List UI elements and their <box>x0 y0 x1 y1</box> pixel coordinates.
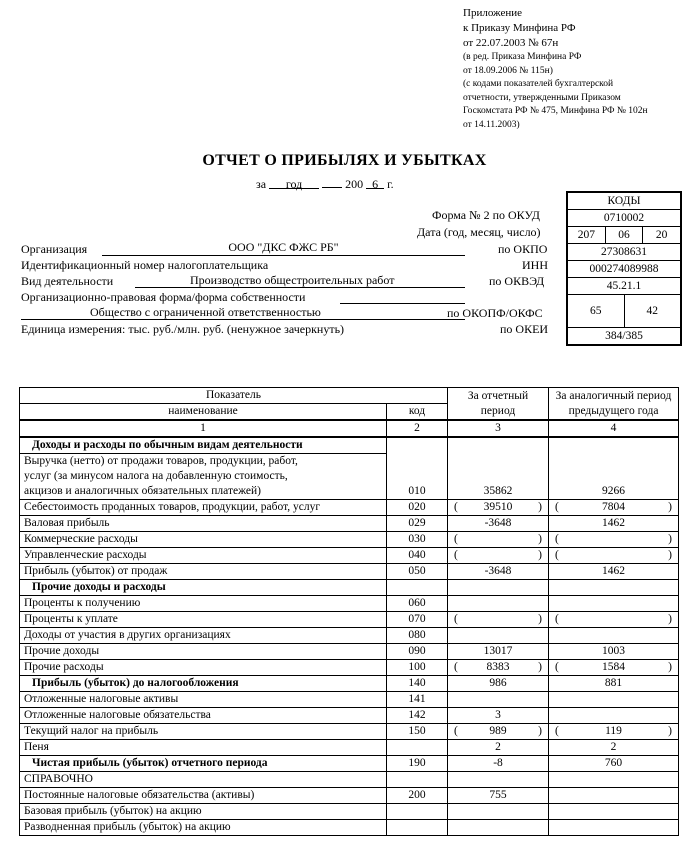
table-row <box>20 804 679 820</box>
row-code <box>387 454 448 470</box>
col-number: 2 <box>387 420 448 437</box>
row-cur <box>448 724 549 740</box>
row-code: 190 <box>387 756 448 772</box>
code-inn: 000274089988 <box>568 261 680 278</box>
row-name: акцизов и аналогичных обязательных платежей) <box>20 484 387 500</box>
table-row <box>20 500 679 516</box>
row-name: Коммерческие расходы <box>20 532 387 548</box>
period-year-digit-field <box>366 177 384 189</box>
row-prev <box>549 500 679 516</box>
report-period <box>256 176 394 192</box>
row-prev <box>549 660 679 676</box>
row-prev <box>549 596 679 612</box>
paren-close: ) <box>668 501 672 513</box>
annex-line: от 18.09.2006 № 115н) <box>463 65 553 76</box>
form-label: Форма № 2 по ОКУД <box>432 208 540 222</box>
annex-line: Госкомстата РФ № 475, Минфина РФ № 102н <box>463 106 648 116</box>
period-god: год <box>285 177 303 191</box>
header-prev: За аналогичный период <box>549 388 679 404</box>
paren-close: ) <box>668 661 672 673</box>
annex-line: от 14.11.2003) <box>463 119 520 130</box>
row-name: Пеня <box>20 740 387 756</box>
row-name: Отложенные налоговые активы <box>20 692 387 708</box>
paren-open: ( <box>454 533 458 545</box>
row-cur: 755 <box>448 788 549 804</box>
paren-close: ) <box>538 549 542 561</box>
period-year-prefix: 200 <box>345 177 364 191</box>
table-row <box>20 628 679 644</box>
inn-label: ИНН <box>522 258 548 272</box>
cell-value: 39510 <box>483 501 513 513</box>
paren-open: ( <box>555 613 559 625</box>
okopf-label: по ОКОПФ/ОКФС <box>447 306 543 320</box>
cell-value: 7804 <box>602 501 625 513</box>
table-row <box>20 484 679 500</box>
cell-value: 989 <box>489 725 507 737</box>
paren-close: ) <box>668 549 672 561</box>
row-name: Постоянные налоговые обязательства (активы) <box>20 788 387 804</box>
table-row <box>20 437 679 454</box>
cell-value: 1584 <box>602 661 625 673</box>
row-name: СПРАВОЧНО <box>20 772 387 788</box>
row-name: Чистая прибыль (убыток) отчетного периода <box>20 756 387 772</box>
row-name: Доходы и расходы по обычным видам деятельности <box>20 437 387 454</box>
header-prev-2: предыдущего года <box>549 404 679 421</box>
row-code <box>387 804 448 820</box>
row-cur: 35862 <box>448 484 549 500</box>
annex-line: отчетности, утвержденными Приказом <box>463 92 621 103</box>
row-code <box>387 580 448 596</box>
row-name: Прочие расходы <box>20 660 387 676</box>
org-label: Организация <box>21 242 88 256</box>
row-code: 142 <box>387 708 448 724</box>
row-prev <box>549 788 679 804</box>
activity-label: Вид деятельности <box>21 274 114 288</box>
period-g: г. <box>387 177 394 191</box>
row-cur <box>448 500 549 516</box>
header-code: код <box>387 404 448 421</box>
row-code: 200 <box>387 788 448 804</box>
row-code: 141 <box>387 692 448 708</box>
okei-label: по ОКЕИ <box>500 322 549 336</box>
table-row <box>20 532 679 548</box>
row-code: 050 <box>387 564 448 580</box>
row-prev <box>549 532 679 548</box>
row-prev <box>549 612 679 628</box>
row-code <box>387 772 448 788</box>
paren-open: ( <box>555 725 559 737</box>
paren-close: ) <box>538 501 542 513</box>
code-okopf: 65 <box>568 295 625 327</box>
row-code <box>387 437 448 454</box>
table-row <box>20 516 679 532</box>
row-cur: 3 <box>448 708 549 724</box>
code-okopf-okfs <box>568 295 680 328</box>
code-date-year: 207 <box>568 227 606 243</box>
row-prev <box>549 548 679 564</box>
table-row <box>20 548 679 564</box>
table-row <box>20 580 679 596</box>
report-table <box>19 387 679 836</box>
row-name: Проценты к получению <box>20 596 387 612</box>
row-prev: 760 <box>549 756 679 772</box>
paren-close: ) <box>538 613 542 625</box>
row-cur <box>448 469 549 484</box>
row-name: услуг (за минусом налога на добавленную стоимость, <box>20 469 387 484</box>
row-prev: 1462 <box>549 564 679 580</box>
row-prev <box>549 454 679 470</box>
row-code <box>387 740 448 756</box>
row-cur <box>448 454 549 470</box>
table-row <box>20 756 679 772</box>
paren-close: ) <box>668 725 672 737</box>
code-okfs: 42 <box>646 305 658 317</box>
row-name: Управленческие расходы <box>20 548 387 564</box>
code-okei: 384/385 <box>605 330 643 342</box>
row-prev <box>549 772 679 788</box>
annex-line: (с кодами показателей бухгалтерской <box>463 79 614 89</box>
row-prev: 9266 <box>549 484 679 500</box>
row-code: 090 <box>387 644 448 660</box>
code-okpo: 27308631 <box>568 244 680 261</box>
row-cur <box>448 692 549 708</box>
row-code <box>387 820 448 836</box>
table-row <box>20 469 679 484</box>
row-prev <box>549 469 679 484</box>
annex-block <box>463 6 648 132</box>
row-cur <box>448 548 549 564</box>
col-number: 4 <box>549 420 679 437</box>
row-name: Проценты к уплате <box>20 612 387 628</box>
paren-open: ( <box>555 549 559 561</box>
row-prev <box>549 820 679 836</box>
header-name: наименование <box>20 404 387 421</box>
row-prev: 2 <box>549 740 679 756</box>
paren-open: ( <box>454 661 458 673</box>
annex-line: (в ред. Приказа Минфина РФ <box>463 52 582 62</box>
paren-close: ) <box>538 533 542 545</box>
row-cur: -3648 <box>448 564 549 580</box>
period-za: за <box>256 177 267 191</box>
row-code <box>387 469 448 484</box>
row-cur <box>448 804 549 820</box>
paren-close: ) <box>668 613 672 625</box>
row-name: Базовая прибыль (убыток) на акцию <box>20 804 387 820</box>
table-row <box>20 454 679 470</box>
row-cur <box>448 437 549 454</box>
row-prev <box>549 724 679 740</box>
row-prev: 881 <box>549 676 679 692</box>
table-row <box>20 644 679 660</box>
paren-open: ( <box>454 613 458 625</box>
row-cur <box>448 660 549 676</box>
period-year-digit: 6 <box>372 177 379 191</box>
paren-open: ( <box>555 533 559 545</box>
row-prev <box>549 708 679 724</box>
row-code: 140 <box>387 676 448 692</box>
paren-open: ( <box>454 549 458 561</box>
row-cur <box>448 580 549 596</box>
row-cur: 986 <box>448 676 549 692</box>
row-cur: 2 <box>448 740 549 756</box>
row-code: 010 <box>387 484 448 500</box>
legal-form-label: Организационно-правовая форма/форма собственности <box>21 290 306 304</box>
okved-label: по ОКВЭД <box>489 274 545 288</box>
table-row <box>20 612 679 628</box>
paren-close: ) <box>538 725 542 737</box>
period-blank <box>322 176 342 188</box>
paren-open: ( <box>454 725 458 737</box>
col-number: 3 <box>448 420 549 437</box>
row-prev: 1003 <box>549 644 679 660</box>
code-okud: 0710002 <box>568 210 680 227</box>
table-row <box>20 708 679 724</box>
header-indicator: Показатель <box>20 388 448 404</box>
row-cur <box>448 612 549 628</box>
row-prev: 1462 <box>549 516 679 532</box>
table-row <box>20 772 679 788</box>
okpo-label: по ОКПО <box>498 242 548 256</box>
row-name: Прибыль (убыток) до налогообложения <box>20 676 387 692</box>
table-row <box>20 788 679 804</box>
annex-line: от 22.07.2003 № 67н <box>463 37 559 49</box>
row-prev <box>549 437 679 454</box>
row-name: Прочие доходы и расходы <box>20 580 387 596</box>
row-cur <box>448 532 549 548</box>
cell-value: 119 <box>605 725 622 737</box>
period-blank <box>269 177 319 189</box>
paren-open: ( <box>555 501 559 513</box>
row-code: 040 <box>387 548 448 564</box>
col-number: 1 <box>20 420 387 437</box>
annex-line: Приложение <box>463 7 523 19</box>
legal-form-value: Общество с ограниченной ответственностью <box>90 305 321 319</box>
paren-close: ) <box>538 661 542 673</box>
paren-open: ( <box>454 501 458 513</box>
row-name: Доходы от участия в других организациях <box>20 628 387 644</box>
row-code: 060 <box>387 596 448 612</box>
unit-label: Единица измерения: тыс. руб./млн. руб. (ненужное зачеркнуть) <box>21 322 345 336</box>
row-code: 080 <box>387 628 448 644</box>
table-row <box>20 676 679 692</box>
table-row <box>20 820 679 836</box>
table-row <box>20 724 679 740</box>
org-value: ООО "ДКС ФЖС РБ" <box>228 240 339 254</box>
taxid-label: Идентификационный номер налогоплательщика <box>21 258 269 272</box>
activity-value: Производство общестроительных работ <box>190 273 395 287</box>
row-cur: -8 <box>448 756 549 772</box>
table-row <box>20 596 679 612</box>
row-code: 070 <box>387 612 448 628</box>
row-code: 029 <box>387 516 448 532</box>
code-okved: 45.21.1 <box>568 278 680 295</box>
codes-box <box>566 191 682 346</box>
table-row <box>20 740 679 756</box>
annex-line: к Приказу Минфина РФ <box>463 22 576 34</box>
paren-open: ( <box>555 661 559 673</box>
row-prev <box>549 580 679 596</box>
row-cur: -3648 <box>448 516 549 532</box>
row-name: Себестоимость проданных товаров, продукции, работ, услуг <box>20 500 387 516</box>
row-code: 100 <box>387 660 448 676</box>
row-name: Разводненная прибыль (убыток) на акцию <box>20 820 387 836</box>
row-cur <box>448 596 549 612</box>
row-name: Выручка (нетто) от продажи товаров, продукции, работ, <box>20 454 387 470</box>
row-cur <box>448 820 549 836</box>
row-name: Отложенные налоговые обязательства <box>20 708 387 724</box>
row-code: 020 <box>387 500 448 516</box>
row-cur: 13017 <box>448 644 549 660</box>
row-cur <box>448 628 549 644</box>
row-name: Прибыль (убыток) от продаж <box>20 564 387 580</box>
page-title: ОТЧЕТ О ПРИБЫЛЯХ И УБЫТКАХ <box>202 152 487 169</box>
paren-close: ) <box>668 533 672 545</box>
code-date-month: 06 <box>606 227 644 243</box>
table-row <box>20 692 679 708</box>
table-row <box>20 564 679 580</box>
row-name: Валовая прибыль <box>20 516 387 532</box>
codes-header: КОДЫ <box>568 193 680 210</box>
code-date-day: 20 <box>655 229 668 241</box>
code-date <box>568 227 680 244</box>
row-prev <box>549 692 679 708</box>
row-code: 150 <box>387 724 448 740</box>
row-code: 030 <box>387 532 448 548</box>
header-current-2: период <box>448 404 549 421</box>
table-row <box>20 660 679 676</box>
row-prev <box>549 804 679 820</box>
header-current: За отчетный <box>448 388 549 404</box>
cell-value: 8383 <box>486 661 510 673</box>
row-name: Текущий налог на прибыль <box>20 724 387 740</box>
date-label: Дата (год, месяц, число) <box>417 225 541 239</box>
row-prev <box>549 628 679 644</box>
row-name: Прочие доходы <box>20 644 387 660</box>
row-cur <box>448 772 549 788</box>
